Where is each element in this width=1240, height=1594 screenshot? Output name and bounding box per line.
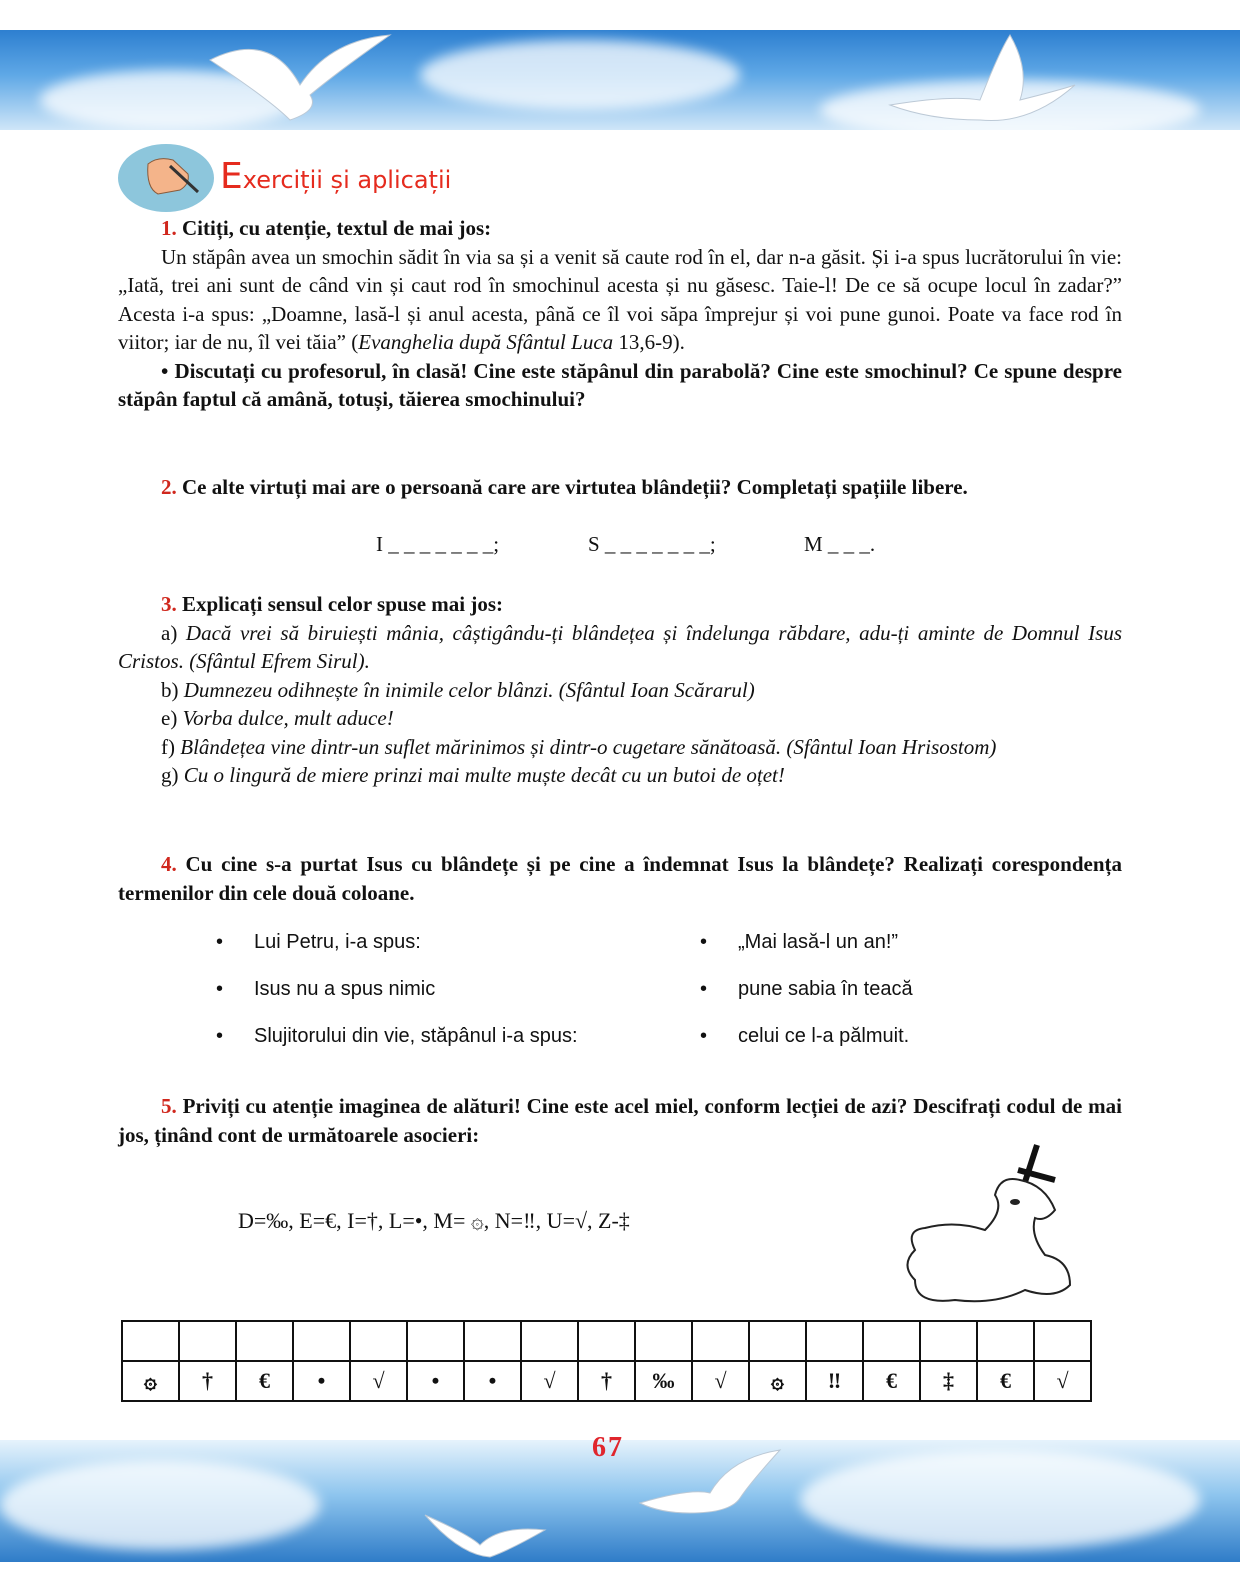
code-cell: √ bbox=[350, 1361, 407, 1401]
fill-blank-3[interactable]: M _ _ _. bbox=[804, 532, 876, 556]
dove-icon bbox=[630, 1448, 790, 1518]
answer-row bbox=[122, 1321, 1091, 1361]
exercise-3 bbox=[118, 590, 1122, 790]
code-cell: † bbox=[578, 1361, 635, 1401]
exercise-question: Priviți cu atenție imaginea de alături! Cine este acel miel, conform lecției de azi? Descifrați codul de mai jos, ținând cont de următoarele asocieri: bbox=[118, 1094, 1122, 1147]
code-cell: ۞ bbox=[749, 1361, 806, 1401]
exercise-number: 1. bbox=[161, 216, 177, 240]
quote-item: a) Dacă vrei să biruiești mânia, câștigându-ți blândețea și îndelunga răbdare, adu-ți aminte de Domnul Isus Cristos. (Sfântul Efrem Sirul). bbox=[118, 620, 1123, 673]
answer-cell[interactable] bbox=[977, 1321, 1034, 1361]
answer-cell[interactable] bbox=[521, 1321, 578, 1361]
exercise-number: 5. bbox=[161, 1094, 177, 1118]
code-cell: • bbox=[293, 1361, 350, 1401]
exercise-2 bbox=[118, 473, 1122, 502]
top-sky-banner bbox=[0, 30, 1240, 130]
lamb-with-cross-icon bbox=[895, 1140, 1085, 1315]
answer-cell[interactable] bbox=[350, 1321, 407, 1361]
cipher-table bbox=[121, 1320, 1092, 1402]
parable-text: Un stăpân avea un smochin sădit în via sa și a venit să caute rod în el, dar n-a găsit. Și i-a spus lucrătorului în vie: „Iată, trei ani sunt de când vin și caut rod în smochinul acesta și nu găsesc. Taie-l! De ce să ocupe locul în zadar?” Acesta i-a spus: „Doamne, lasă-l și anul acesta, până ce îl voi săpa împrejur și voi pune gunoi. Poate va face rod în viitor; iar de nu, îl vei tăia” (Evanghelia după Sfântul Luca 13,6-9). bbox=[118, 244, 1122, 354]
code-cell: √ bbox=[521, 1361, 578, 1401]
dove-icon bbox=[880, 30, 1080, 125]
exercise-1 bbox=[118, 214, 1122, 414]
code-cell: √ bbox=[1034, 1361, 1091, 1401]
answer-cell[interactable] bbox=[293, 1321, 350, 1361]
code-cell: ۞ bbox=[122, 1361, 179, 1401]
quote-item: b) Dumnezeu odihnește în inimile celor blânzi. (Sfântul Ioan Scărarul) bbox=[161, 677, 755, 702]
code-cell: ‰ bbox=[635, 1361, 692, 1401]
exercise-4 bbox=[118, 850, 1122, 907]
code-cell: € bbox=[236, 1361, 293, 1401]
dove-icon bbox=[420, 1495, 550, 1560]
answer-cell[interactable] bbox=[464, 1321, 521, 1361]
fill-blank-2[interactable]: S _ _ _ _ _ _ _; bbox=[588, 532, 716, 556]
code-cell: • bbox=[464, 1361, 521, 1401]
code-cell: † bbox=[179, 1361, 236, 1401]
answer-cell[interactable] bbox=[692, 1321, 749, 1361]
section-title: Exerciții și aplicații bbox=[220, 156, 452, 197]
writing-hand-icon bbox=[118, 144, 214, 212]
answer-cell[interactable] bbox=[179, 1321, 236, 1361]
code-cell: € bbox=[977, 1361, 1034, 1401]
exercise-instruction: Citiți, cu atenție, textul de mai jos: bbox=[182, 216, 492, 240]
exercise-number: 2. bbox=[161, 475, 177, 499]
exercise-number: 4. bbox=[161, 852, 177, 876]
code-cell: € bbox=[863, 1361, 920, 1401]
quote-item: e) Vorba dulce, mult aduce! bbox=[161, 706, 394, 730]
answer-cell[interactable] bbox=[806, 1321, 863, 1361]
discussion-prompt: • Discutați cu profesorul, în clasă! Cine este stăpânul din parabolă? Cine este smochinul? Ce spune despre stăpân faptul că amână, totuși, tăierea smochinului? bbox=[118, 358, 1123, 411]
answer-cell[interactable] bbox=[1034, 1321, 1091, 1361]
exercise-question: Ce alte virtuți mai are o persoană care are virtutea blândeții? Completați spațiile libere. bbox=[182, 475, 968, 499]
answer-cell[interactable] bbox=[920, 1321, 977, 1361]
page-number: 67 bbox=[592, 1432, 624, 1463]
answer-cell[interactable] bbox=[236, 1321, 293, 1361]
answer-cell[interactable] bbox=[635, 1321, 692, 1361]
quote-item: f) Blândețea vine dintr-un suflet mărinimos și dintr-o cugetare sănătoasă. (Sfântul Ioan Hrisostom) bbox=[161, 734, 997, 759]
quote-item: g) Cu o lingură de miere prinzi mai multe muște decât cu un butoi de oțet! bbox=[161, 763, 785, 787]
answer-cell[interactable] bbox=[122, 1321, 179, 1361]
fill-blank-1[interactable]: I _ _ _ _ _ _ _; bbox=[376, 532, 500, 556]
answer-cell[interactable] bbox=[578, 1321, 635, 1361]
exercise-number: 3. bbox=[161, 592, 177, 616]
dove-icon bbox=[190, 30, 410, 125]
code-cell: ‼ bbox=[806, 1361, 863, 1401]
answer-cell[interactable] bbox=[863, 1321, 920, 1361]
code-row bbox=[122, 1361, 1091, 1401]
exercise-question: Cu cine s-a purtat Isus cu blândețe și pe cine a îndemnat Isus la blândețe? Realizați corespondența termenilor din cele două coloane. bbox=[118, 852, 1122, 905]
exercise-instruction: Explicați sensul celor spuse mai jos: bbox=[182, 592, 504, 616]
answer-cell[interactable] bbox=[407, 1321, 464, 1361]
section-header bbox=[118, 142, 818, 214]
code-cell: ‡ bbox=[920, 1361, 977, 1401]
code-cell: • bbox=[407, 1361, 464, 1401]
code-cell: √ bbox=[692, 1361, 749, 1401]
code-key: D=‰, E=€, I=†, L=•, M= ۞, N=‼, U=√, Z-‡ bbox=[238, 1208, 630, 1233]
answer-cell[interactable] bbox=[749, 1321, 806, 1361]
